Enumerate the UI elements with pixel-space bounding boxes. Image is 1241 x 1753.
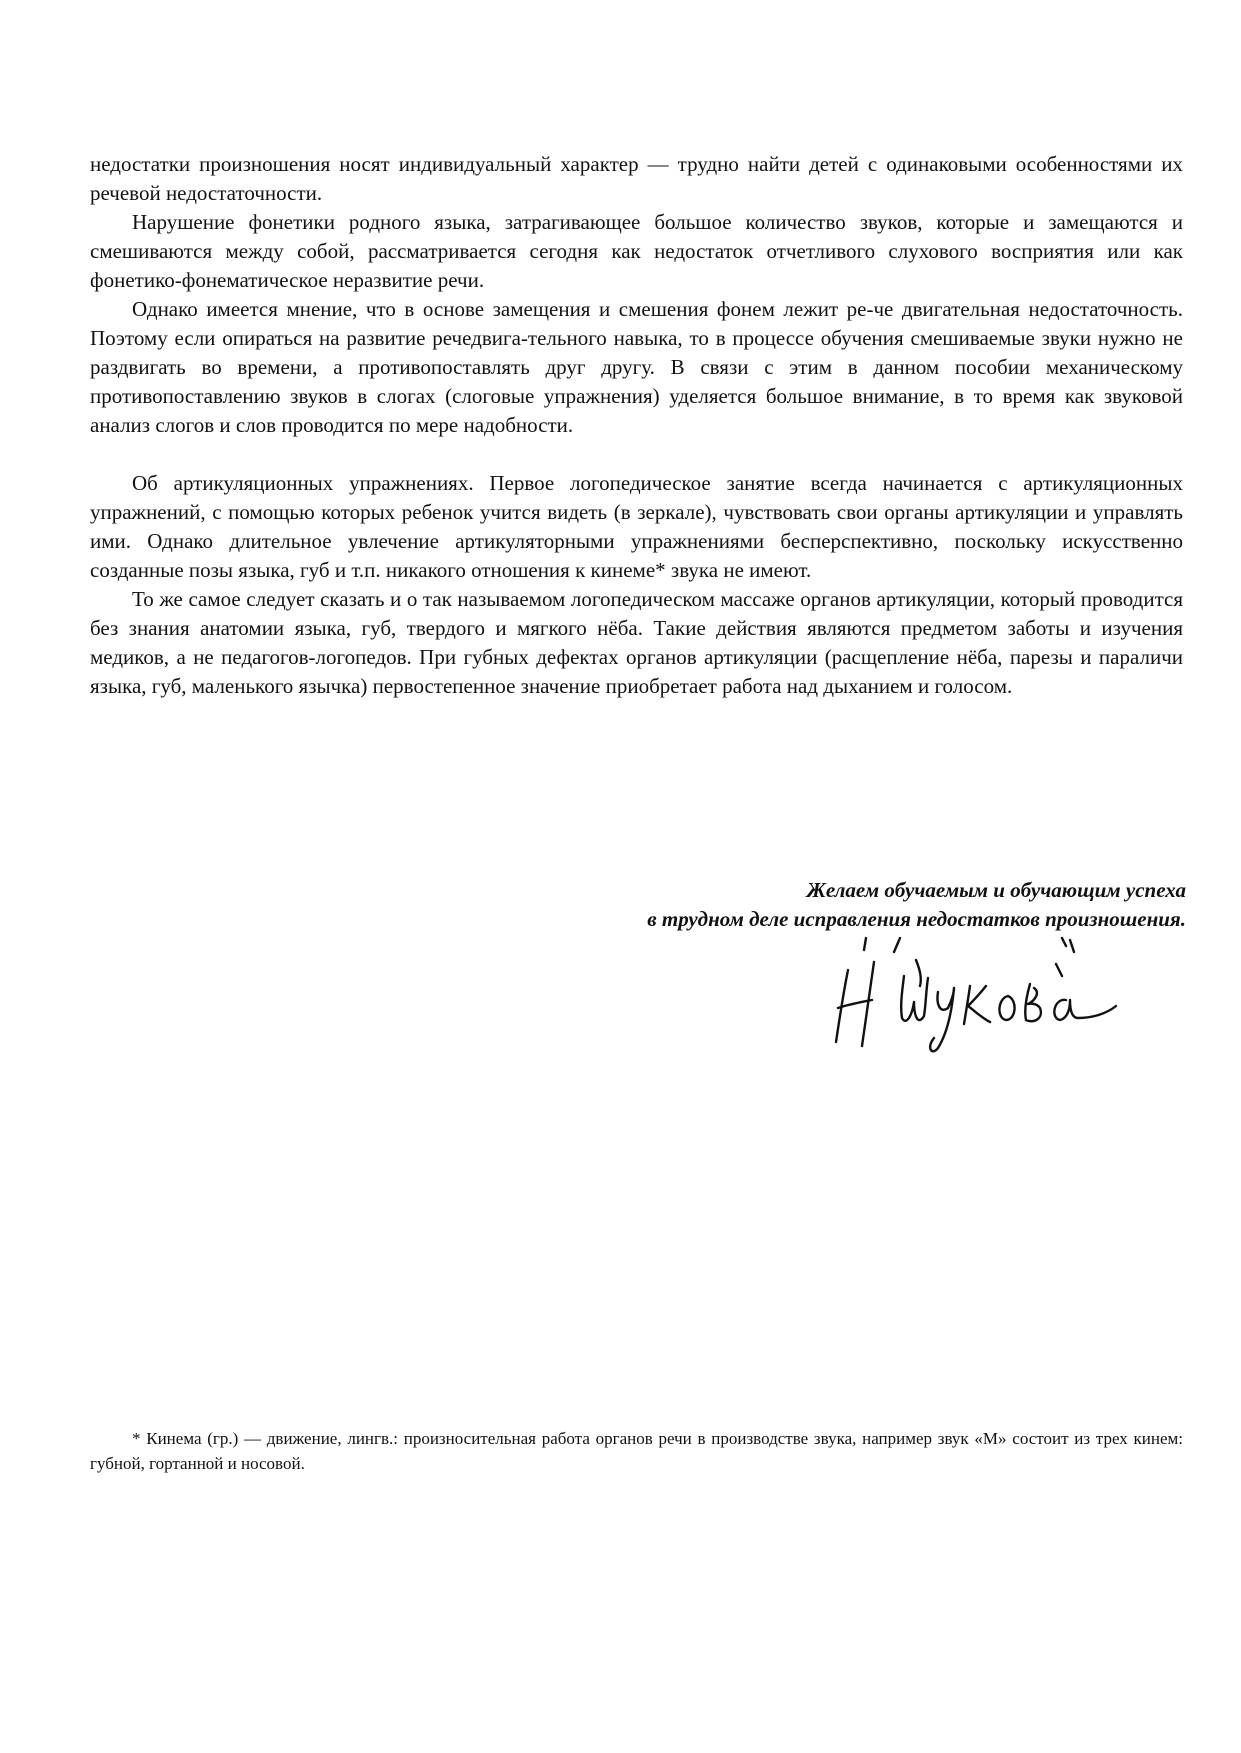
- signature-stroke: [901, 976, 928, 1021]
- closing-line-2: в трудном деле исправления недостатков произношения.: [647, 907, 1186, 931]
- signature-stroke: [1056, 964, 1062, 976]
- body-text: [90, 150, 1183, 701]
- signature-stroke: [894, 938, 900, 952]
- signature-stroke: [864, 938, 866, 950]
- signature-stroke: [1025, 984, 1041, 1021]
- paragraph-articulation-exercises: Об артикуляционных упражнениях. Первое логопедическое занятие всегда начинается с артикуляционных упражнений, с помощью которых ребенок учится видеть (в зеркале), чувствовать свои органы артикуляции и управлять ими. Однако длительное увлечение артикуляторными упражнениями бесперспективно, поскольку искусственно созданные позы языка, губ и т.п. никакого отношения к кинеме* звука не имеют.: [90, 471, 1183, 582]
- paragraph-phonetics: Нарушение фонетики родного языка, затрагивающее большое количество звуков, которые и замещаются и смешиваются между собой, рассматривается сегодня как недостаток отчетливого слухового восприятия или как фонетико-фонематическое неразвитие речи.: [90, 210, 1183, 292]
- paragraph-continuation: недостатки произношения носят индивидуальный характер — трудно найти детей с одинаковыми особенностями их речевой недостаточности.: [90, 152, 1183, 205]
- signature-stroke: [916, 960, 921, 986]
- signature-drawing: [830, 930, 1120, 1060]
- footnote-text: * Кинема (гр.) — движение, лингв.: произносительная работа органов речи в производстве звука, например звук «М» состоит из трех кинем: губной, гортанной и носовой.: [90, 1429, 1183, 1473]
- footnote: [90, 1426, 1183, 1476]
- signature-stroke: [862, 962, 874, 1046]
- paragraph-massage: То же самое следует сказать и о так называемом логопедическом массаже органов артикуляции, который проводится без знания анатомии языка, губ, твердого и мягкого нёба. Такие действия являются предметом заботы и изучения медиков, а не педагогов-логопедов. При губных дефектах органов артикуляции (расщепление нёба, парезы и параличи языка, губ, маленького язычка) первостепенное значение приобретает работа над дыханием и голосом.: [90, 587, 1183, 698]
- closing-line-1: Желаем обучаемым и обучающим успеха: [806, 878, 1186, 902]
- paragraph-motor-deficiency: Однако имеется мнение, что в основе замещения и смешения фонем лежит ре-че двигательная недостаточность. Поэтому если опираться на развитие речедвига-тельного навыка, то в процессе обучения смешиваемые звуки нужно не раздвигать во времени, а противопоставлять друг другу. В связи с этим в данном пособии механическому противопоставлению звуков в слогах (слоговые упражнения) уделяется большое внимание, в то время как звуковой анализ слогов и слов проводится по мере надобности.: [90, 297, 1183, 437]
- signature-stroke: [1054, 1000, 1116, 1020]
- author-signature: [830, 930, 1120, 1060]
- signature-stroke: [1062, 938, 1074, 952]
- signature-stroke: [999, 996, 1014, 1020]
- signature-stroke: [930, 988, 954, 1051]
- signature-stroke: [968, 986, 990, 1022]
- closing-wish: [647, 876, 1186, 934]
